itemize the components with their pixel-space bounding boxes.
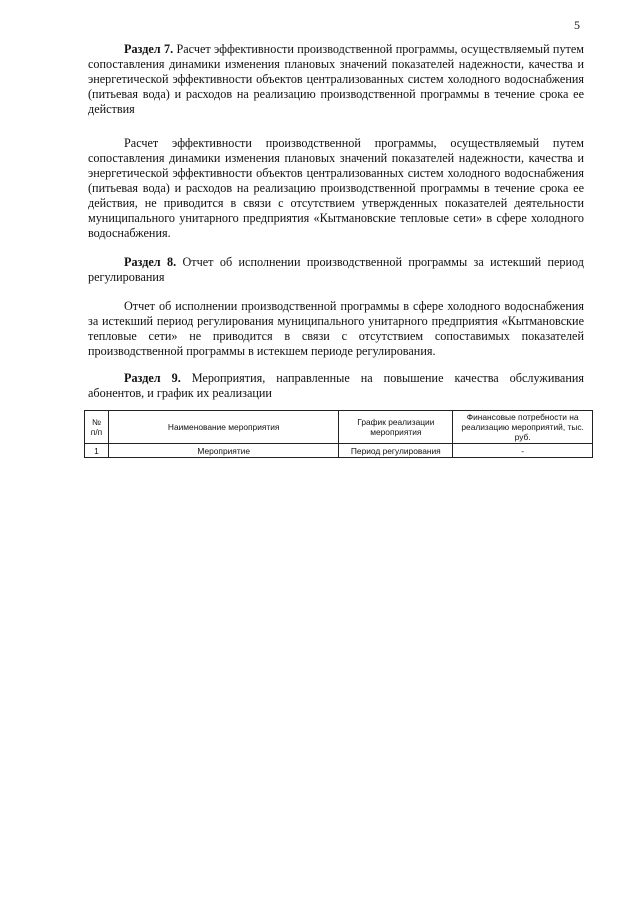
- section-7-body: Расчет эффективности производственной программы, осуществляемый путем сопоставления динамики изменения плановых значений показателей надежности, качества и энергетической эффективности объектов централизованных систем холодного водоснабжения (питьевая вода) и расходов на реализацию производственной программы в течение срока ее действия, не приводится в связи с отсутствием утвержденных показателей деятельности муниципального унитарного предприятия «Кытмановские тепловые сети» в сфере холодного водоснабжения.: [88, 136, 584, 240]
- section-7-title: Расчет эффективности производственной программы, осуществляемый путем сопоставления динамики изменения плановых значений показателей надежности, качества и энергетической эффективности объектов централизованных систем холодного водоснабжения (питьевая вода) и расходов на реализацию производственной программы в течение срока ее действия: [88, 42, 584, 116]
- cell-name: Мероприятие: [108, 444, 338, 458]
- header-name: Наименование мероприятия: [108, 411, 338, 444]
- section-8-heading: [88, 255, 584, 285]
- table-row: [85, 444, 593, 458]
- header-schedule: График реализации мероприятия: [339, 411, 453, 444]
- section-9-title: Мероприятия, направленные на повышение качества обслуживания абонентов, и график их реализации: [88, 371, 584, 400]
- section-9-label: Раздел 9.: [124, 371, 181, 385]
- section-9-heading: [88, 371, 584, 401]
- table-header-row: [85, 411, 593, 444]
- cell-schedule: Период регулирования: [339, 444, 453, 458]
- section-7-heading: [88, 42, 584, 117]
- page-number: 5: [574, 18, 580, 32]
- section-8-title: Отчет об исполнении производственной программы за истекший период регулирования: [88, 255, 584, 284]
- document-body: [88, 42, 584, 401]
- section-7-label: Раздел 7.: [124, 42, 174, 56]
- header-num: № п/п: [85, 411, 109, 444]
- section-8-body: Отчет об исполнении производственной программы в сфере холодного водоснабжения за истекший период регулирования муниципального унитарного предприятия «Кытмановские тепловые сети» не приводится в связи с отсутствием сопоставимых показателей производственной программы в истекшем периоде регулирования.: [88, 299, 584, 358]
- cell-num: 1: [85, 444, 109, 458]
- cell-finance: -: [453, 444, 593, 458]
- header-finance: Финансовые потребности на реализацию мероприятий, тыс. руб.: [453, 411, 593, 444]
- measures-table: [84, 410, 593, 458]
- section-8-label: Раздел 8.: [124, 255, 177, 269]
